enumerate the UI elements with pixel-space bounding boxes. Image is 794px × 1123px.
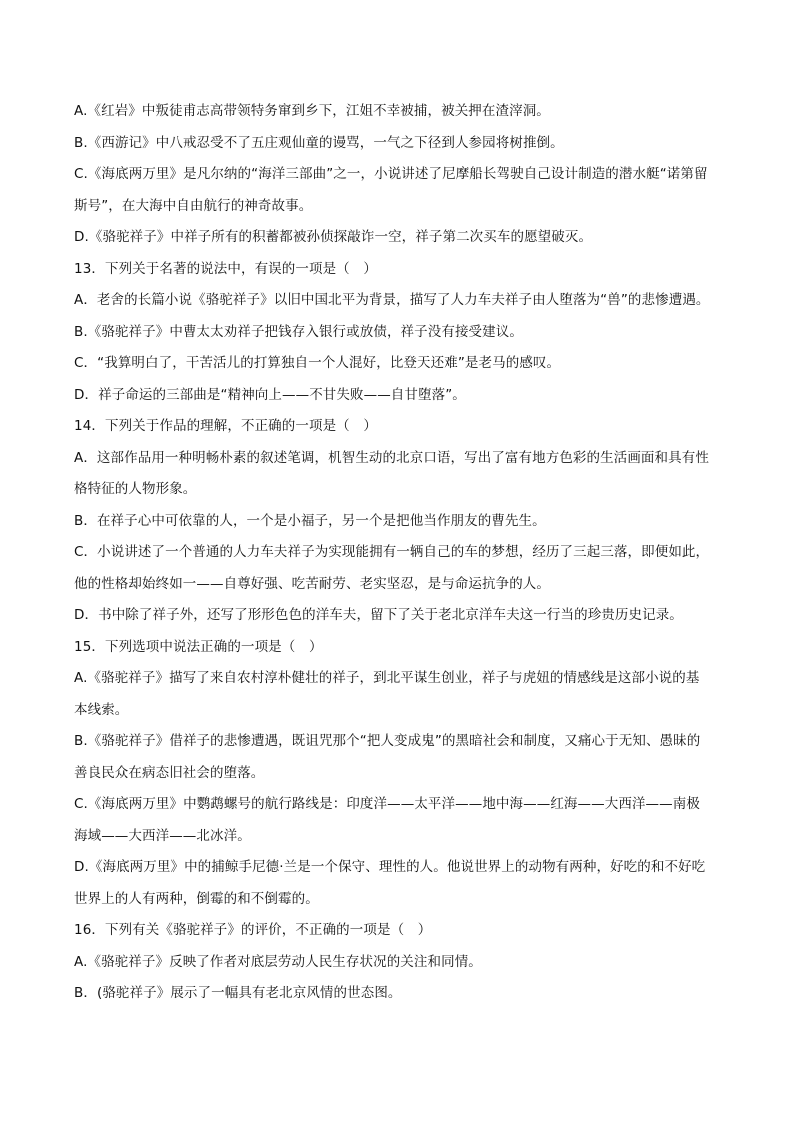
text-line: D．祥子命运的三部曲是“精神向上——不甘失败——自甘堕落”。: [74, 386, 466, 403]
text-line: C．小说讲述了一个普通的人力车夫祥子为实现能拥有一辆自己的车的梦想，经历了三起三落，即便如此，: [74, 544, 710, 560]
text-line: 善良民众在病态旧社会的堕落。: [74, 764, 265, 781]
text-line: B.《骆驼祥子》借祥子的悲惨遭遇，既诅咒那个“把人变成鬼”的黑暗社会和制度，又痛心于无知、愚昧的: [74, 733, 701, 749]
text-line: 本线索。: [74, 701, 129, 718]
text-line: 海域——大西洋——北冰洋。: [74, 827, 251, 844]
text-line: A．这部作品用一种明畅朴素的叙述笔调，机智生动的北京口语，写出了富有地方色彩的生活画面和具有性: [74, 449, 709, 466]
text-line: A.《骆驼祥子》反映了作者对底层劳动人民生存状况的关注和同情。: [74, 953, 482, 970]
document-body: [74, 96, 726, 1010]
text-line: 格特征的人物形象。: [74, 481, 197, 497]
text-line: C.《海底两万里》中鹦鹉螺号的航行路线是：印度洋——太平洋——地中海——红海——大西洋——南极: [74, 796, 700, 812]
text-line: B．(骆驼祥子》展示了一幅具有老北京风情的世态图。: [74, 985, 402, 1001]
text-line: 他的性格却始终如一——自尊好强、吃苦耐劳、老实坚忍，是与命运抗争的人。: [74, 575, 550, 592]
text-line: B．在祥子心中可依靠的人，一个是小福子，另一个是把他当作朋友的曹先生。: [74, 512, 546, 529]
text-line: B.《西游记》中八戒忍受不了五庄观仙童的谩骂，一气之下径到人参园将树推倒。: [74, 134, 564, 151]
text-line: A.《红岩》中叛徒甫志高带领特务窜到乡下，江姐不幸被捕，被关押在渣滓洞。: [74, 103, 550, 119]
text-line: D．书中除了祥子外，还写了形形色色的洋车夫，留下了关于老北京洋车夫这一行当的珍贵历史记录。: [74, 607, 683, 623]
question-heading: 15．下列选项中说法正确的一项是（ ）: [74, 638, 323, 655]
text-line: A．老舍的长篇小说《骆驼祥子》以旧中国北平为背景，描写了人力车夫祥子由人堕落为“兽”的悲惨遭遇。: [74, 292, 710, 308]
question-heading: 16．下列有关《骆驼祥子》的评价，不正确的一项是（ ）: [74, 922, 432, 938]
question-heading: 13．下列关于名著的说法中，有误的一项是（ ）: [74, 260, 377, 277]
text-line: 斯号”，在大海中自由航行的神奇故事。: [74, 197, 313, 214]
text-line: B.《骆驼祥子》中曹太太劝祥子把钱存入银行或放债，祥子没有接受建议。: [74, 323, 523, 340]
question-heading: 14．下列关于作品的理解，不正确的一项是（ ）: [74, 418, 377, 434]
text-line: D.《海底两万里》中的捕鲸手尼德·兰是一个保守、理性的人。他说世界上的动物有两种，好吃的和不好吃: [74, 859, 706, 875]
text-line: A.《骆驼祥子》描写了来自农村淳朴健壮的祥子，到北平谋生创业，祥子与虎妞的情感线是这部小说的基: [74, 670, 700, 686]
text-line: C.《海底两万里》是凡尔纳的“海洋三部曲”之一，小说讲述了尼摩船长驾驶自己设计制造的潜水艇“诺第留: [74, 166, 708, 182]
text-line: 世界上的人有两种，倒霉的和不倒霉的。: [74, 890, 319, 907]
text-line: C．“我算明白了，干苦活儿的打算独自一个人混好，比登天还难”是老马的感叹。: [74, 355, 561, 371]
text-line: D.《骆驼祥子》中祥子所有的积蓄都被孙侦探敲诈一空，祥子第二次买车的愿望破灭。: [74, 229, 593, 245]
